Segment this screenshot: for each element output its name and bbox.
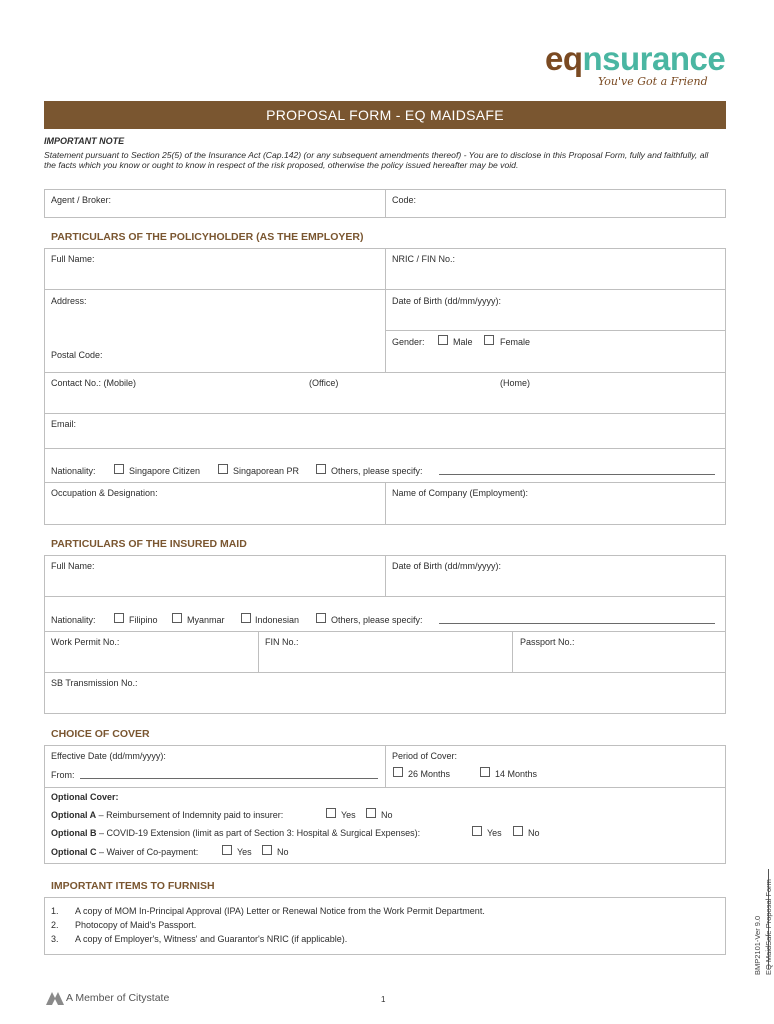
maid-nat-myanmar-checkbox[interactable] xyxy=(172,613,182,623)
code-label: Code: xyxy=(392,195,417,205)
important-note-text: Statement pursuant to Section 25(5) of the Insurance Act (Cap.142) (or any subsequent amendments thereof) - You are to disclose in this Proposal Form, fully and faithfully, all the facts which you know or ought to know in respect of the risk proposed, otherwise the policy issued hereafter may be void. xyxy=(44,150,709,170)
logo-rest: nsurance xyxy=(582,40,726,77)
maid-nat-indonesian-label: Indonesian xyxy=(255,615,300,625)
maid-dob-label: Date of Birth (dd/mm/yyyy): xyxy=(392,561,502,571)
option-c-yes-label: Yes xyxy=(237,847,252,857)
ph-contact-label: Contact No.: (Mobile) xyxy=(51,378,137,388)
item-text: A copy of Employer's, Witness' and Guarantor's NRIC (if applicable). xyxy=(75,934,348,944)
citystate-member-text: A Member of Citystate xyxy=(66,992,170,1004)
option-c-yes-checkbox[interactable] xyxy=(222,845,232,855)
maid-nat-others-label: Others, please specify: xyxy=(331,615,423,625)
item-num: 3. xyxy=(51,934,59,944)
ph-postal-label: Postal Code: xyxy=(51,350,103,360)
option-a-row xyxy=(51,810,283,820)
from-line[interactable] xyxy=(80,778,378,779)
maid-sb-label: SB Transmission No.: xyxy=(51,678,138,688)
items-heading: IMPORTANT ITEMS TO FURNISH xyxy=(51,880,215,892)
option-b-yes-label: Yes xyxy=(487,828,502,838)
cover-heading: CHOICE OF COVER xyxy=(51,728,150,740)
option-c-no-checkbox[interactable] xyxy=(262,845,272,855)
option-a-text: – Reimbursement of Indemnity paid to insurer: xyxy=(96,810,284,820)
maid-heading: PARTICULARS OF THE INSURED MAID xyxy=(51,538,247,550)
item-num: 1. xyxy=(51,906,59,916)
option-b-title: Optional B xyxy=(51,828,97,838)
option-c-title: Optional C xyxy=(51,847,97,857)
ph-nat-pr-checkbox[interactable] xyxy=(218,464,228,474)
effective-date-label: Effective Date (dd/mm/yyyy): xyxy=(51,751,166,761)
maid-nat-myanmar-label: Myanmar xyxy=(187,615,225,625)
from-label: From: xyxy=(51,770,75,780)
ph-gender-label: Gender: xyxy=(392,337,425,347)
logo-tagline: You've Got a Friend xyxy=(598,75,708,88)
ph-occupation-label: Occupation & Designation: xyxy=(51,488,158,498)
ph-email-label: Email: xyxy=(51,419,77,429)
ph-nat-citizen-label: Singapore Citizen xyxy=(129,466,201,476)
item-text: Photocopy of Maid's Passport. xyxy=(75,920,197,930)
ph-nat-pr-label: Singaporean PR xyxy=(233,466,300,476)
period-26-label: 26 Months xyxy=(408,769,451,779)
ph-office-label: (Office) xyxy=(309,378,339,388)
maid-nat-filipino-label: Filipino xyxy=(129,615,158,625)
ph-female-label: Female xyxy=(500,337,531,347)
ph-male-checkbox[interactable] xyxy=(438,335,448,345)
option-c-text: – Waiver of Co-payment: xyxy=(96,847,199,857)
maid-full-name-label: Full Name: xyxy=(51,561,95,571)
option-b-yes-checkbox[interactable] xyxy=(472,826,482,836)
option-a-yes-label: Yes xyxy=(341,810,356,820)
maid-nat-filipino-checkbox[interactable] xyxy=(114,613,124,623)
period-14-label: 14 Months xyxy=(495,769,538,779)
important-note-heading: IMPORTANT NOTE xyxy=(44,136,125,146)
ph-nat-others-checkbox[interactable] xyxy=(316,464,326,474)
option-a-no-checkbox[interactable] xyxy=(366,808,376,818)
period-label: Period of Cover: xyxy=(392,751,458,761)
period-26-checkbox[interactable] xyxy=(393,767,403,777)
option-a-no-label: No xyxy=(381,810,393,820)
maid-nat-others-line[interactable] xyxy=(439,623,715,624)
ph-full-name-label: Full Name: xyxy=(51,254,95,264)
option-b-row xyxy=(51,828,420,838)
maid-work-permit-label: Work Permit No.: xyxy=(51,637,120,647)
eqinsurance-logo xyxy=(545,40,725,78)
option-b-no-checkbox[interactable] xyxy=(513,826,523,836)
side-form-code xyxy=(752,879,774,975)
optional-cover-label: Optional Cover: xyxy=(51,792,119,802)
logo-eq: eq xyxy=(545,40,583,77)
side-form-name: EQ MaidSafe Proposal Form xyxy=(764,879,773,975)
maid-passport-label: Passport No.: xyxy=(520,637,575,647)
maid-fin-label: FIN No.: xyxy=(265,637,299,647)
maid-nat-indonesian-checkbox[interactable] xyxy=(241,613,251,623)
ph-female-checkbox[interactable] xyxy=(484,335,494,345)
option-b-text: – COVID-19 Extension (limit as part of Section 3: Hospital & Surgical Expenses): xyxy=(96,828,421,838)
ph-nat-others-line[interactable] xyxy=(439,474,715,475)
ph-male-label: Male xyxy=(453,337,473,347)
agent-broker-label: Agent / Broker: xyxy=(51,195,112,205)
ph-nat-citizen-checkbox[interactable] xyxy=(114,464,124,474)
option-b-no-label: No xyxy=(528,828,540,838)
citystate-logo-icon xyxy=(44,989,66,1007)
period-14-checkbox[interactable] xyxy=(480,767,490,777)
ph-nat-others-label: Others, please specify: xyxy=(331,466,423,476)
item-num: 2. xyxy=(51,920,59,930)
ph-address-label: Address: xyxy=(51,296,87,306)
ph-company-label: Name of Company (Employment): xyxy=(392,488,529,498)
maid-nationality-label: Nationality: xyxy=(51,615,96,625)
policyholder-heading: PARTICULARS OF THE POLICYHOLDER (AS THE EMPLOYER) xyxy=(51,231,364,243)
ph-nationality-label: Nationality: xyxy=(51,466,96,476)
option-a-title: Optional A xyxy=(51,810,97,820)
item-text: A copy of MOM In-Principal Approval (IPA) Letter or Renewal Notice from the Work Permit Department. xyxy=(75,906,485,916)
form-title: PROPOSAL FORM - EQ MAIDSAFE xyxy=(44,101,726,129)
maid-nat-others-checkbox[interactable] xyxy=(316,613,326,623)
page-number: 1 xyxy=(381,995,386,1004)
side-version: BMP2101-Ver 9.0 xyxy=(753,915,762,975)
ph-home-label: (Home) xyxy=(500,378,531,388)
option-a-yes-checkbox[interactable] xyxy=(326,808,336,818)
ph-dob-label: Date of Birth (dd/mm/yyyy): xyxy=(392,296,502,306)
option-c-no-label: No xyxy=(277,847,289,857)
ph-nric-label: NRIC / FIN No.: xyxy=(392,254,456,264)
option-c-row xyxy=(51,847,198,857)
